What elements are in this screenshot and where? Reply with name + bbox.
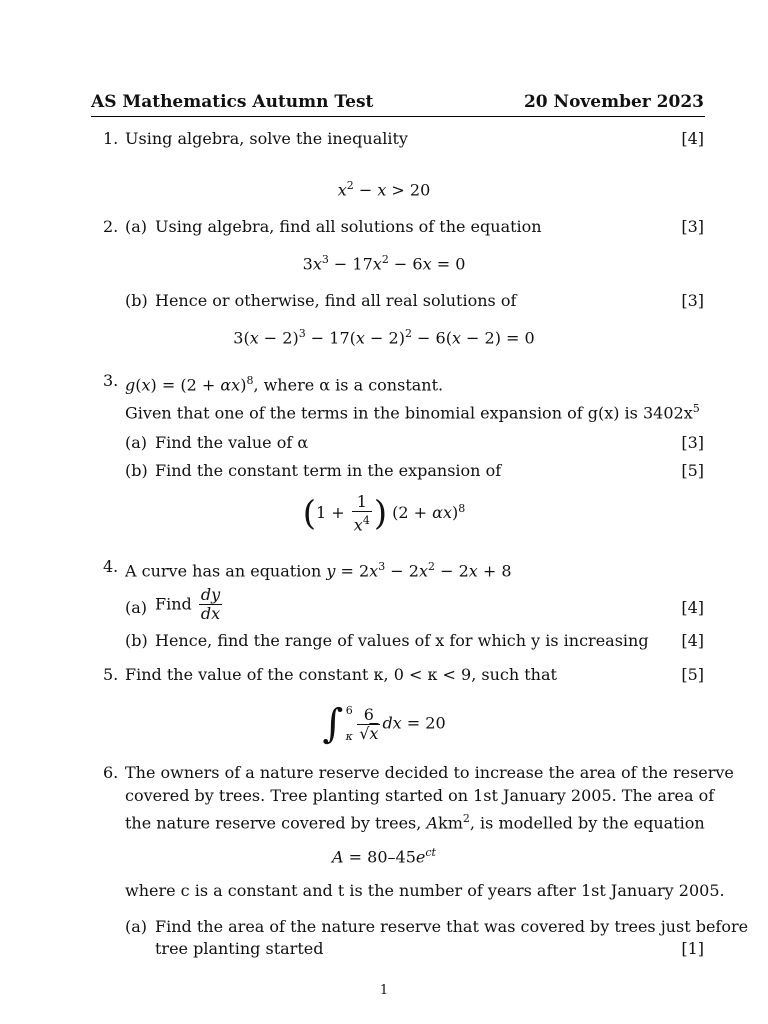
page-number: 1 — [379, 983, 389, 998]
q2a-label: (a) — [125, 217, 148, 236]
q1-equation: $x^2 - x > 20$ — [337, 179, 431, 200]
q6-equation: $A = 80-45e^{ct}$ — [332, 846, 436, 867]
q3a-text: Find the value of α — [155, 433, 309, 452]
q4b-label: (b) — [125, 631, 148, 650]
q2b-equation: $3(x - 2)^3 - 17(x - 2)^2 - 6(x - 2) = 0$ — [233, 327, 535, 348]
q2a-equation: $3x^3 - 17x^2 - 6x = 0$ — [302, 253, 466, 274]
q5-marks: [5] — [681, 665, 704, 684]
document-title: AS Mathematics Autumn Test — [91, 92, 374, 112]
q6-line1: The owners of a nature reserve decided to increase the area of the reserve — [125, 763, 734, 782]
document-date: 20 November 2023 — [523, 92, 704, 112]
q4b-text: Hence, find the range of values of x for which y is increasing — [155, 631, 649, 650]
q1-marks: [4] — [681, 129, 704, 148]
q3b-label: (b) — [125, 461, 148, 480]
q4a-marks: [4] — [681, 598, 704, 617]
q3a-marks: [3] — [681, 433, 704, 452]
q6a-label: (a) — [125, 917, 148, 936]
header-rule — [91, 116, 705, 117]
q1-text: Using algebra, solve the inequality — [125, 129, 408, 148]
q6a-line2: tree planting started — [155, 939, 324, 958]
q3-given: Given that one of the terms in the binomial expansion of g(x) is $3402x^5$ — [125, 402, 700, 423]
q3b-text: Find the constant term in the expansion of — [155, 461, 502, 480]
q5-number: 5. — [103, 665, 119, 684]
q3a-label: (a) — [125, 433, 148, 452]
q4a-text: Find $\frac{dy}{dx}$ — [155, 585, 221, 623]
q4-text: A curve has an equation $y = 2x^3 - 2x^2 - 2x + 8$ — [125, 560, 512, 581]
q6-line3: the nature reserve covered by trees, Akm$^2$, is modelled by the equation — [125, 812, 705, 833]
q4b-marks: [4] — [681, 631, 704, 650]
q5-text: Find the value of the constant κ, 0 < κ < 9, such that — [125, 665, 557, 684]
q4a-label: (a) — [125, 598, 148, 617]
q6-line2: covered by trees. Tree planting started on 1st January 2005. The area of — [125, 786, 715, 805]
q3-function: $g(x) = (2 + \alpha x)^8$, where α is a constant. — [125, 374, 444, 395]
q3b-expression: (1 + $\frac{1}{x^4}$ ) $(2 + \alpha x)^8$ — [302, 492, 466, 535]
q3b-marks: [5] — [681, 461, 704, 480]
q6a-marks: [1] — [681, 939, 704, 958]
q3-number: 3. — [103, 371, 119, 390]
q4-number: 4. — [103, 557, 119, 576]
q1-number: 1. — [103, 129, 119, 148]
q2b-marks: [3] — [681, 291, 704, 310]
q6a-line1: Find the area of the nature reserve that was covered by trees just before — [155, 917, 749, 936]
q2a-text: Using algebra, find all solutions of the equation — [155, 217, 542, 236]
q2a-marks: [3] — [681, 217, 704, 236]
q5-integral: ∫ 6 κ $\frac{6}{√x}$ dx = 20 — [322, 701, 446, 747]
q2b-text: Hence or otherwise, find all real solutions of — [155, 291, 517, 310]
q2b-label: (b) — [125, 291, 148, 310]
q6-number: 6. — [103, 763, 119, 782]
q2-number: 2. — [103, 217, 119, 236]
q6-where: where c is a constant and t is the number of years after 1st January 2005. — [125, 881, 725, 900]
